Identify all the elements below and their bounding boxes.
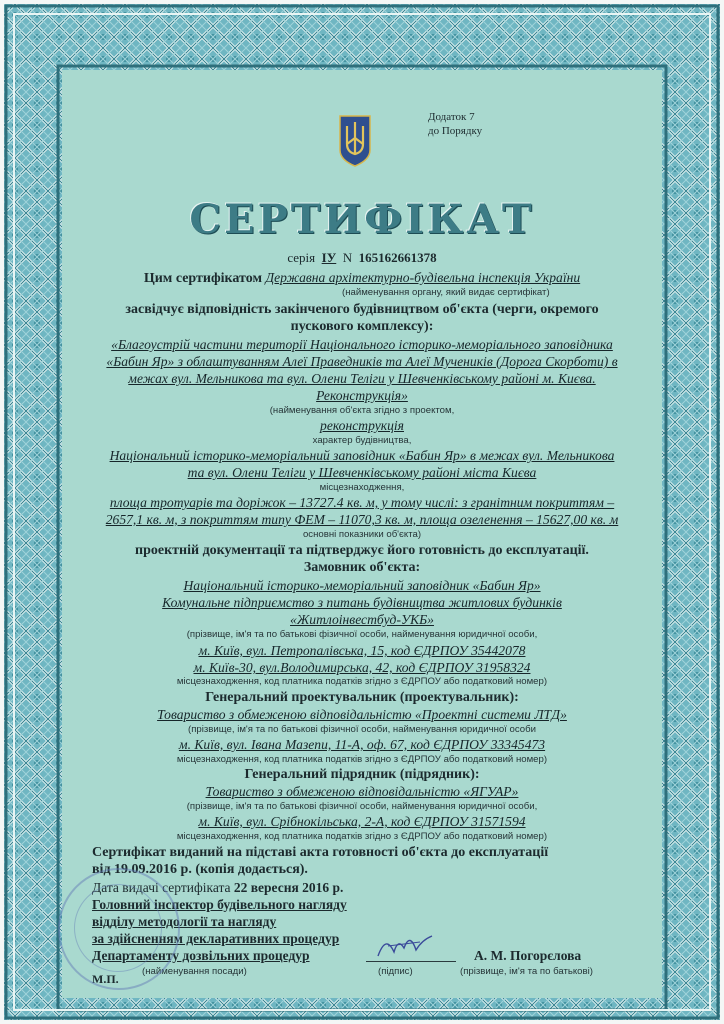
object-name-line: «Бабин Яр» з облаштуванням Алеї Праведників та Алеї Мучеників (Дорога Скорботи) в [106,354,618,369]
issue-date-line: Дата видачі сертифіката 22 вересня 2016 р. [92,880,344,895]
issue-date: 22 вересня 2016 р. [233,880,344,895]
basis-line: від 19.09.2016 р. (копія додається). [92,862,308,877]
customer-name-line: Національний історико-меморіальний заповідник «Бабин Яр» [183,578,541,593]
certificate-serial: серія ІУ N 165162661378 [287,250,437,265]
location-line: Національний історико-меморіальний заповідник «Бабин Яр» в межах вул. Мельникова [109,448,615,463]
location-line: та вул. Олени Теліги у Шевченківському районі міста Києва [187,465,537,480]
signature-line [366,961,456,962]
designer-address: м. Київ, вул. Івана Мазепи, 11-А, оф. 67, код ЄДРПОУ 33345473 [178,737,546,752]
signatory-position-line: Головний інспектор будівельного нагляду [92,897,347,912]
certificate-content: Додаток 7 до Порядку СЕРТИФІКАТ серія ІУ N 165162661378 Цим сертифікатом Державна архітектурно-будівельна інспекція України (найменування органу, який видає сертифікат) засвідчує відповідність закінченого будівництвом об'єкта (черги, окремого пускового комплексу): «Благоустрій частини території Національного історико-меморіального заповідника «Бабин Яр» з облаштуванням Алеї Праведників та Алеї Мучеників (Дорога Скорботи) в межах вул. Мельникова та вул. Олени Теліги у Шевченківському районі м. Києва. Реконструкція» (найменування об'єкта згідно з проектом, реконструкція характер будівництва, Національний історико-меморіальний заповідник «Бабин Яр» в межах вул. Мельникова та вул. Олени Теліги у Шевченківському районі міста Києва місцезнаходження, площа тротуарів та доріжок – 13727.4 кв. м, у тому числі: з гранітним покриттям – 2657,1 кв. м, з покриттям типу ФЕМ – 11070,3 кв. м, площа озеленення – 15627,00 кв. м основні показники об'єкта) проектній документації та підтверджує його готовність до експлуатації. Замовник об'єкта: Національний історико-меморіальний заповідник «Бабин Яр» Комунальне підприємство з питань будівництва житлових будинків «Житлоінвестбуд-УКБ» (прізвище, ім'я та по батькові фізичної особи, найменування юридичної особи, м. Київ, вул. Петропалівська, 15, код ЄДРПОУ 35442078 м. Київ-30, вул.Володимирська, 42, код ЄДРПОУ 31958324 місцезнаходження, код платника податків згідно з ЄДРПОУ або податковий номер) Генеральний проектувальник (проектувальник): Товариство з обмеженою відповідальністю «Проектні системи ЛТД» (прізвище, ім'я та по батькові фізичної особи, найменування юридичної особи м. Київ, вул. Івана Мазепи, 11-А, оф. 67, код ЄДРПОУ 33345473 місцезнаходження, код платника податків згідно з ЄДРПОУ або податковий номер) Генеральний підрядник (підрядник): Товариство з обмеженою відповідальністю «ЯГУАР» (прізвище, ім'я та по батькові фізичної особи, найменування юридичної особи, м. Київ, вул. Срібнокільська, 2-А, код ЄДРПОУ 31571594 місцезнаходження, код платника податків згідно з ЄДРПОУ або податковий номер) Сертифікат виданий на підставі акта готовності об'єкта до експлуатації від 19.09.2016 р. (копія додається). Дата видачі сертифіката 22 вересня 2016 р. Головний інспектор будівельного нагляду відділу методології та нагляду за здійсненням декларативних процедур Департаменту дозвільних процедур (найменування посади) (підпис) А. М. Погорєлова (прізвище, ім'я та по батькові) М.П. [62,70,662,998]
official-stamp [58,868,180,990]
customer-address: м. Київ, вул. Петропалівська, 15, код ЄДРПОУ 35442078 [198,643,526,658]
serial-series: ІУ [321,250,337,265]
object-name-line: «Благоустрій частини території Національного історико-меморіального заповідника [111,337,613,352]
serial-number: 165162661378 [358,250,437,265]
indicators-line: 2657,1 кв. м, з покриттям типу ФЕМ – 11070,3 кв. м, площа озеленення – 15627,00 кв. м [105,512,619,527]
contractor-address: м. Київ, вул. Срібнокільська, 2-А, код ЄДРПОУ 31571594 [198,814,526,829]
handwritten-signature [374,928,436,962]
object-name-line: межах вул. Мельникова та вул. Олени Теліги у Шевченківському районі м. Києва. [128,371,596,386]
designer-name: Товариство з обмеженою відповідальністю «Проектні системи ЛТД» [157,707,567,722]
contractor-heading: Генеральний підрядник (підрядник): [244,767,480,782]
indicators-line: площа тротуарів та доріжок – 13727.4 кв. м, у тому числі: з гранітним покриттям – [109,495,615,510]
project-docs-line: проектній документації та підтверджує його готовність до експлуатації. [135,543,589,558]
trident-coat-of-arms-icon [338,114,372,168]
annex-note: Додаток 7 до Порядку [428,111,483,137]
issuer-name: Державна архітектурно-будівельна інспекція України [265,270,581,285]
signatory-position-line: відділу методології та нагляду [92,914,277,929]
customer-name-line: «Житлоінвестбуд-УКБ» [290,612,434,627]
signatory-position-line: за здійсненням декларативних процедур [92,931,340,946]
signatory-position-line: Департаменту дозвільних процедур [92,948,310,963]
customer-heading: Замовник об'єкта: [303,560,421,575]
object-name-line: Реконструкція» [316,388,408,403]
basis-line: Сертифікат виданий на підставі акта готовності об'єкта до експлуатації [92,845,549,860]
signatory-name: А. М. Погорєлова [474,948,582,963]
customer-address: м. Київ-30, вул.Володимирська, 42, код ЄДРПОУ 31958324 [193,660,531,675]
issuer-line: Цим сертифікатом Державна архітектурно-будівельна інспекція України [143,270,581,286]
seal-place: М.П. [92,972,119,986]
contractor-name: Товариство з обмеженою відповідальністю «ЯГУАР» [205,784,519,799]
construction-type: реконструкція [320,418,404,433]
customer-name-line: Комунальне підприємство з питань будівництва житлових будинків [162,595,562,610]
designer-heading: Генеральний проектувальник (проектувальник): [205,690,519,705]
certificate-title: СЕРТИФІКАТ [189,196,535,243]
